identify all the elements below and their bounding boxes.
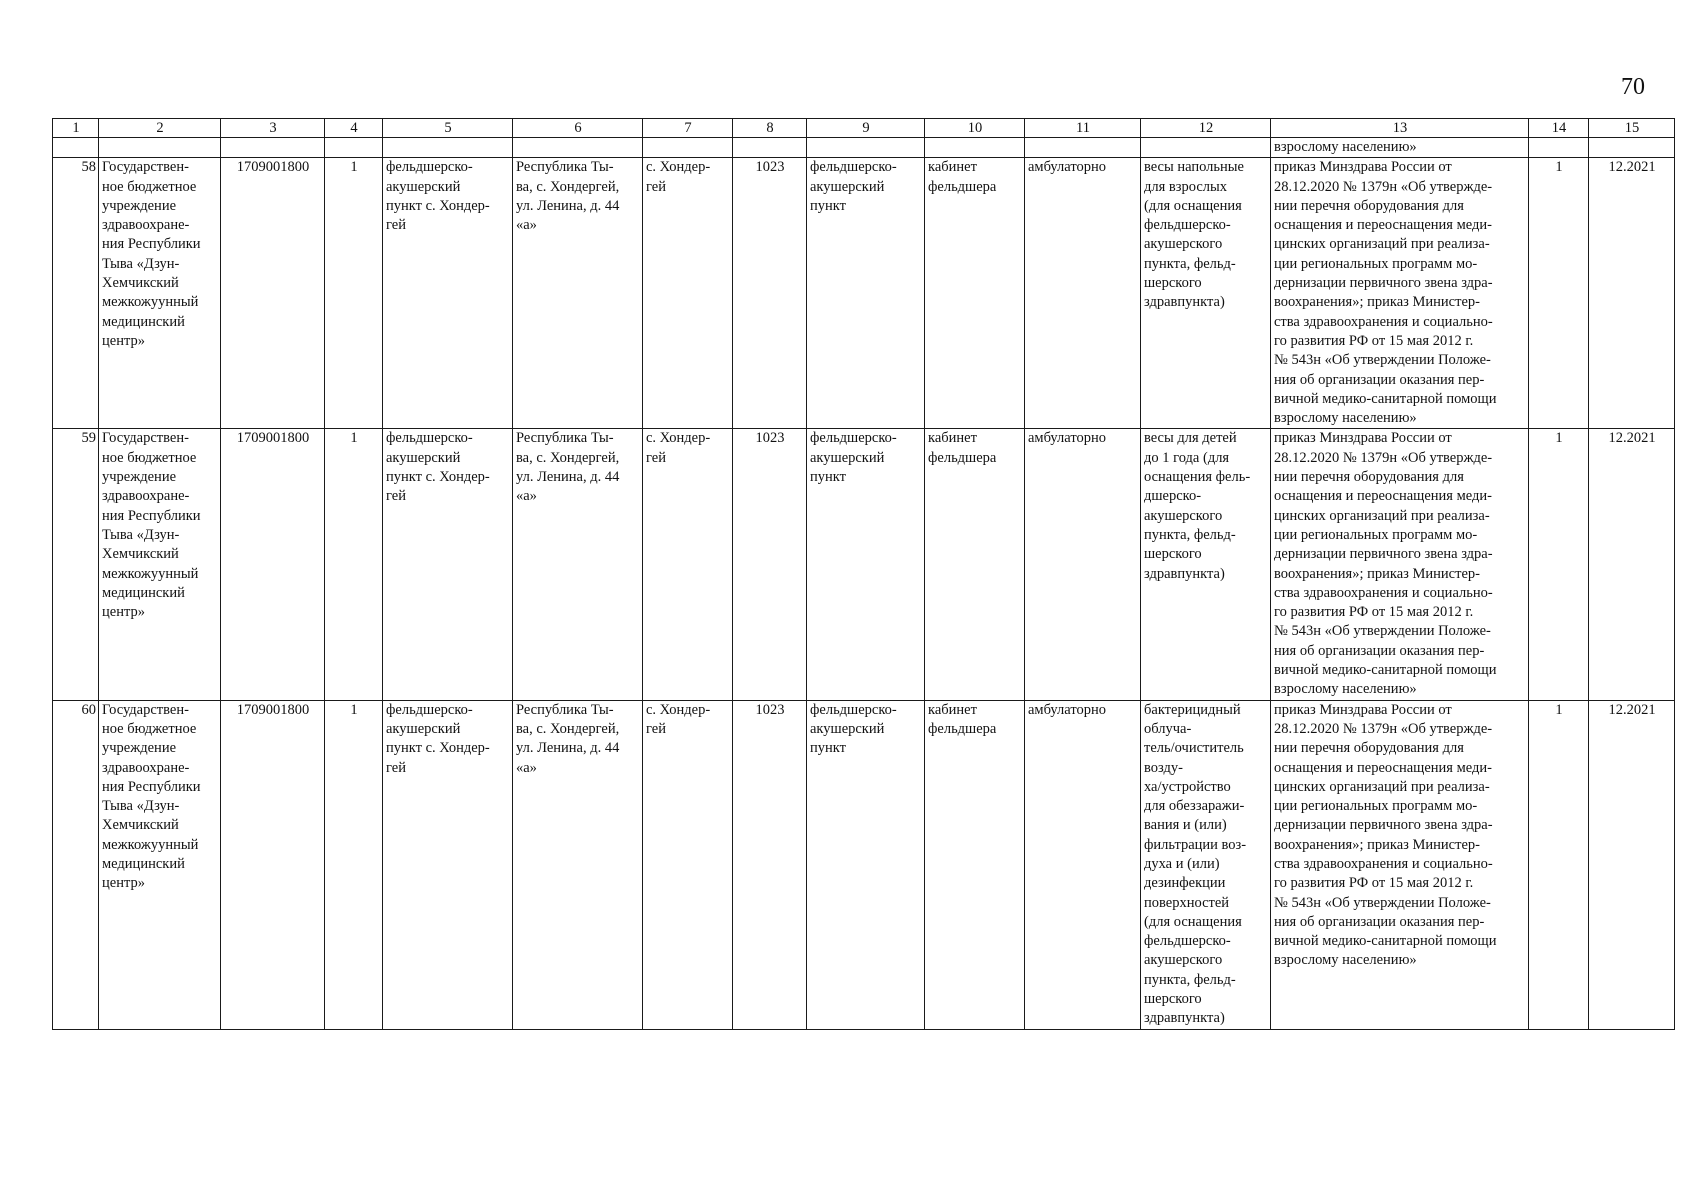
column-header: 13 <box>1271 119 1529 138</box>
row-number: 60 <box>53 700 99 1029</box>
column-header: 15 <box>1589 119 1675 138</box>
care-mode: амбулаторно <box>1025 429 1141 700</box>
legal-basis: приказ Минздрава России от 28.12.2020 № 1379н «Об утвержде- нии перечня оборудования для оснащения и переоснащения меди- цинских организаций при реализа- ции региональных программ мо- дернизации первичного звена здра- воохранения»; приказ Министер- ства здравоохранения и социально- го развития РФ от 15 мая 2012 г. № 543н «Об утверждении Положе- ния об организации оказания пер- вичной медико-санитарной помощи взрослому населению» <box>1271 700 1529 1029</box>
page-number: 70 <box>1621 74 1645 100</box>
unit-type: фельдшерско- акушерский пункт <box>807 700 925 1029</box>
unit-type: фельдшерско- акушерский пункт <box>807 429 925 700</box>
table-body <box>53 158 1675 1029</box>
table-row <box>53 429 1675 700</box>
equipment-table <box>52 118 1675 1030</box>
organization-name: Государствен- ное бюджетное учреждение здравоохране- ния Республики Тыва «Дзун- Хемчикский межкожуунный медицинский центр» <box>99 158 221 429</box>
room: кабинет фельдшера <box>925 158 1025 429</box>
inn-code: 1709001800 <box>221 429 325 700</box>
room: кабинет фельдшера <box>925 700 1025 1029</box>
care-mode: амбулаторно <box>1025 700 1141 1029</box>
unit-name: фельдшерско- акушерский пункт с. Хондер- гей <box>383 429 513 700</box>
legal-basis: приказ Минздрава России от 28.12.2020 № 1379н «Об утвержде- нии перечня оборудования для оснащения и переоснащения меди- цинских организаций при реализа- ции региональных программ мо- дернизации первичного звена здра- воохранения»; приказ Министер- ства здравоохранения и социально- го развития РФ от 15 мая 2012 г. № 543н «Об утверждении Положе- ния об организации оказания пер- вичной медико-санитарной помощи взрослому населению» <box>1271 429 1529 700</box>
quantity: 1 <box>1529 158 1589 429</box>
date: 12.2021 <box>1589 700 1675 1029</box>
settlement: с. Хондер- гей <box>643 158 733 429</box>
column-header: 9 <box>807 119 925 138</box>
row-number: 59 <box>53 429 99 700</box>
unit-name: фельдшерско- акушерский пункт с. Хондер- гей <box>383 158 513 429</box>
code: 1023 <box>733 429 807 700</box>
row-number: 58 <box>53 158 99 429</box>
address: Республика Ты- ва, с. Хондергей, ул. Ленина, д. 44 «а» <box>513 429 643 700</box>
legal-basis: приказ Минздрава России от 28.12.2020 № 1379н «Об утвержде- нии перечня оборудования для оснащения и переоснащения меди- цинских организаций при реализа- ции региональных программ мо- дернизации первичного звена здра- воохранения»; приказ Министер- ства здравоохранения и социально- го развития РФ от 15 мая 2012 г. № 543н «Об утверждении Положе- ния об организации оказания пер- вичной медико-санитарной помощи взрослому населению» <box>1271 158 1529 429</box>
date: 12.2021 <box>1589 429 1675 700</box>
column-4-value: 1 <box>325 429 383 700</box>
column-header: 11 <box>1025 119 1141 138</box>
column-header: 3 <box>221 119 325 138</box>
column-header: 10 <box>925 119 1025 138</box>
equipment: весы для детей до 1 года (для оснащения фель- дшерско- акушерского пункта, фельд- шерского здравпункта) <box>1141 429 1271 700</box>
column-header: 7 <box>643 119 733 138</box>
unit-type: фельдшерско- акушерский пункт <box>807 158 925 429</box>
date: 12.2021 <box>1589 158 1675 429</box>
equipment: весы напольные для взрослых (для оснащения фельдшерско- акушерского пункта, фельд- шерского здравпункта) <box>1141 158 1271 429</box>
unit-name: фельдшерско- акушерский пункт с. Хондер- гей <box>383 700 513 1029</box>
address: Республика Ты- ва, с. Хондергей, ул. Ленина, д. 44 «а» <box>513 158 643 429</box>
settlement: с. Хондер- гей <box>643 429 733 700</box>
organization-name: Государствен- ное бюджетное учреждение здравоохране- ния Республики Тыва «Дзун- Хемчикский межкожуунный медицинский центр» <box>99 700 221 1029</box>
column-header: 6 <box>513 119 643 138</box>
code: 1023 <box>733 158 807 429</box>
column-number-row <box>53 119 1675 138</box>
care-mode: амбулаторно <box>1025 158 1141 429</box>
table-row <box>53 700 1675 1029</box>
column-header: 2 <box>99 119 221 138</box>
quantity: 1 <box>1529 700 1589 1029</box>
column-header: 5 <box>383 119 513 138</box>
continuation-basis: взрослому населению» <box>1271 138 1529 158</box>
code: 1023 <box>733 700 807 1029</box>
settlement: с. Хондер- гей <box>643 700 733 1029</box>
equipment: бактерицидный облуча- тель/очиститель возду- ха/устройство для обеззаражи- вания и (или) фильтрации воз- духа и (или) дезинфекции поверхностей (для оснащения фельдшерско- акушерского пункта, фельд- шерского здравпункта) <box>1141 700 1271 1029</box>
column-4-value: 1 <box>325 700 383 1029</box>
continuation-row <box>53 138 1675 158</box>
quantity: 1 <box>1529 429 1589 700</box>
column-4-value: 1 <box>325 158 383 429</box>
column-header: 14 <box>1529 119 1589 138</box>
column-header: 4 <box>325 119 383 138</box>
column-header: 1 <box>53 119 99 138</box>
inn-code: 1709001800 <box>221 158 325 429</box>
address: Республика Ты- ва, с. Хондергей, ул. Ленина, д. 44 «а» <box>513 700 643 1029</box>
table-row <box>53 158 1675 429</box>
column-header: 12 <box>1141 119 1271 138</box>
inn-code: 1709001800 <box>221 700 325 1029</box>
organization-name: Государствен- ное бюджетное учреждение здравоохране- ния Республики Тыва «Дзун- Хемчикский межкожуунный медицинский центр» <box>99 429 221 700</box>
column-header: 8 <box>733 119 807 138</box>
room: кабинет фельдшера <box>925 429 1025 700</box>
